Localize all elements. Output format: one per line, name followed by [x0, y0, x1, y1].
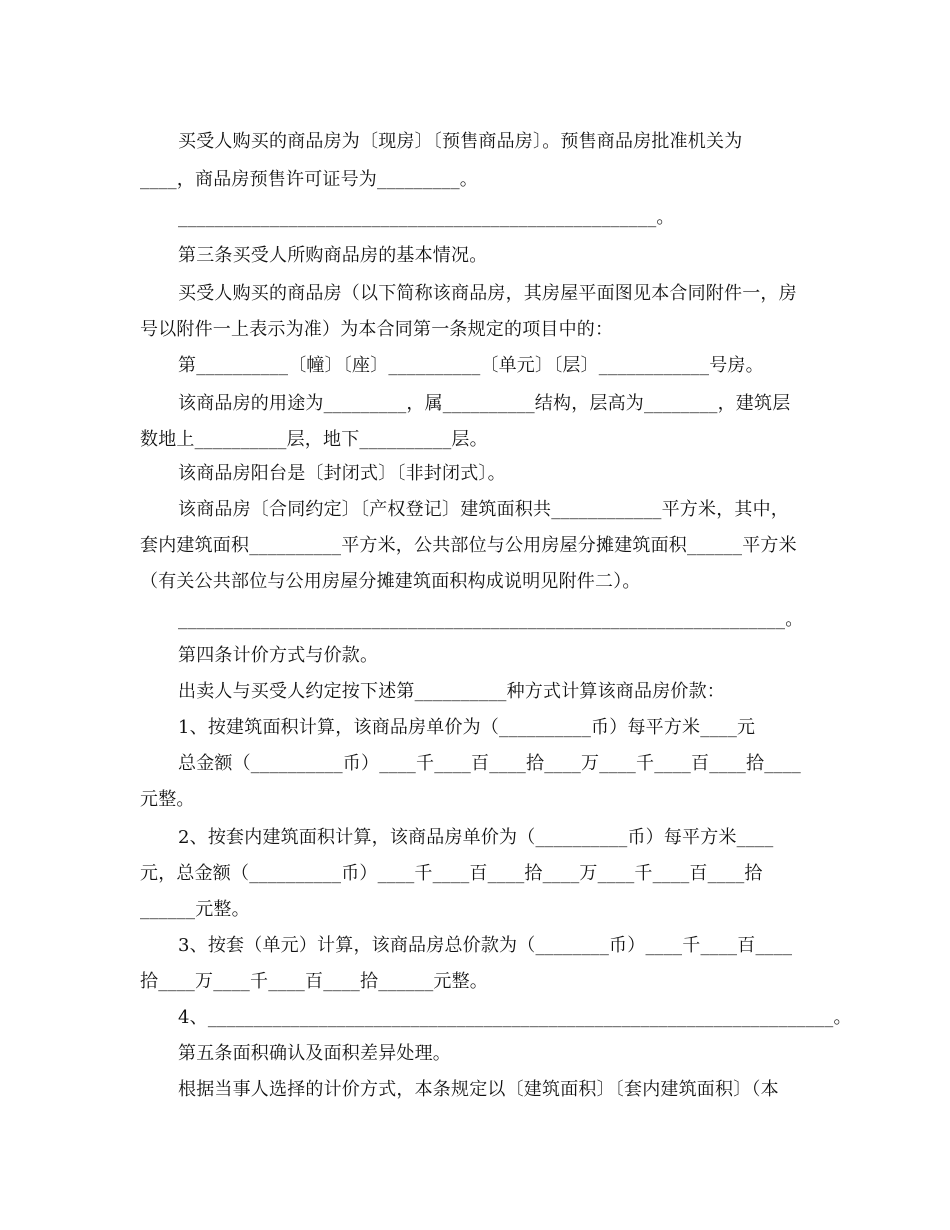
paragraph-line: 2、按套内建筑面积计算，该商品房单价为（__________币）每平方米____ — [178, 827, 774, 848]
paragraph-line: 该商品房〔合同约定〕〔产权登记〕建筑面积共____________平方米，其中， — [178, 499, 789, 520]
paragraph-line: 套内建筑面积__________平方米，公共部位与公用房屋分摊建筑面积______平方米 — [140, 535, 797, 556]
paragraph-line: 拾____万____千____百____拾______元整。 — [140, 971, 488, 992]
paragraph-line: 该商品房阳台是〔封闭式〕〔非封闭式〕。 — [178, 463, 506, 484]
paragraph-line: ____________________________________________________。 — [178, 207, 675, 228]
paragraph-line: 元整。 — [140, 789, 195, 810]
section-heading: 第五条面积确认及面积差异处理。 — [178, 1043, 451, 1064]
paragraph-line: 买受人购买的商品房为〔现房〕〔预售商品房〕。预售商品房批准机关为 — [178, 131, 743, 152]
section-heading: 第四条计价方式与价款。 — [178, 645, 379, 666]
paragraph-line: 3、按套（单元）计算，该商品房总价款为（________币）____千____百____ — [178, 935, 793, 956]
paragraph-line: 元，总金额（__________币）____千____百____拾____万____千____百____拾 — [140, 863, 763, 884]
paragraph-line: 该商品房的用途为_________，属__________结构，层高为________，建筑层 — [178, 393, 791, 414]
paragraph-line: 4、____________________________________________________________________。 — [178, 1007, 852, 1028]
paragraph-line: 号以附件一上表示为准）为本合同第一条规定的项目中的： — [140, 319, 614, 340]
paragraph-line: 1、按建筑面积计算，该商品房单价为（__________币）每平方米____元 — [178, 717, 756, 738]
paragraph-line: 买受人购买的商品房（以下简称该商品房，其房屋平面图见本合同附件一，房 — [178, 283, 797, 304]
paragraph-line: 数地上__________层，地下__________层。 — [140, 429, 488, 450]
paragraph-line: 根据当事人选择的计价方式，本条规定以〔建筑面积〕〔套内建筑面积〕（本 — [178, 1079, 779, 1100]
paragraph-line: ______元整。 — [140, 899, 250, 920]
paragraph-line: ____，商品房预售许可证号为_________。 — [140, 169, 478, 190]
paragraph-line: 第__________〔幢〕〔座〕__________〔单元〕〔层〕____________号房。 — [178, 355, 764, 376]
section-heading: 第三条买受人所购商品房的基本情况。 — [178, 245, 488, 266]
paragraph-line: （有关公共部位与公用房屋分摊建筑面积构成说明见附件二）。 — [140, 571, 641, 592]
paragraph-line: __________________________________________________________________。 — [178, 609, 804, 630]
paragraph-line: 出卖人与买受人约定按下述第__________种方式计算该商品房价款： — [178, 681, 725, 702]
paragraph-line: 总金额（__________币）____千____百____拾____万____千____百____拾____ — [178, 753, 801, 774]
